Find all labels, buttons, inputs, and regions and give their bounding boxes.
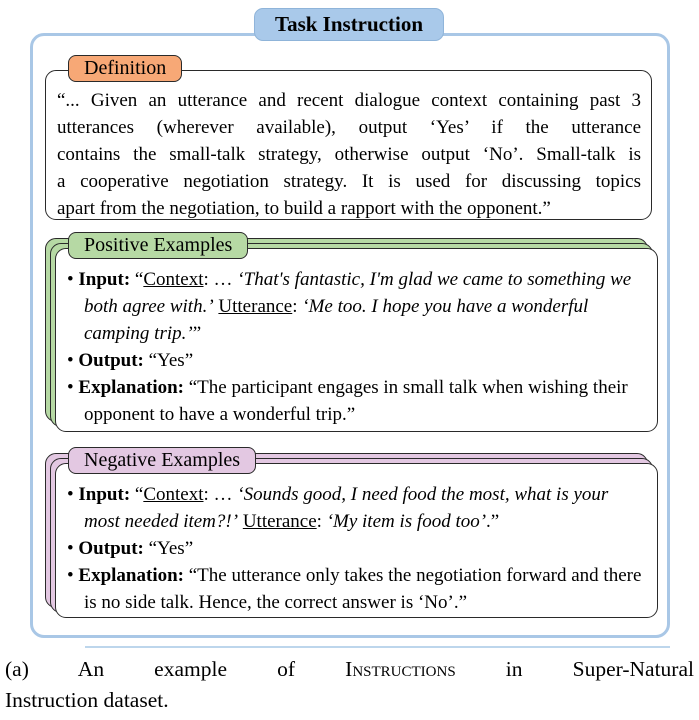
bullet-icon: • <box>67 350 79 371</box>
example-item <box>67 347 648 374</box>
text-segment: : … <box>203 484 238 505</box>
definition-section <box>45 57 652 220</box>
definition-line: utterances (wherever available), output ‘Yes’ if the utterance <box>57 117 641 138</box>
text-segment: Context <box>143 484 204 505</box>
text-segment: “Yes” <box>148 538 194 559</box>
text-segment: Utterance <box>218 296 293 317</box>
example-item <box>67 562 648 616</box>
negative-examples-card <box>55 463 658 618</box>
item-label: Explanation: <box>78 565 184 586</box>
bullet-icon: • <box>67 269 79 290</box>
text-segment: in Super-Natural <box>455 657 694 681</box>
text-segment: “Yes” <box>148 350 194 371</box>
positive-examples-label: Positive Examples <box>68 232 248 259</box>
item-label: Explanation: <box>78 377 184 398</box>
caption-line-2: Instruction dataset. <box>5 688 169 712</box>
text-segment: ‘My item is food too’ <box>326 511 487 532</box>
positive-examples-card <box>55 248 658 432</box>
example-item <box>67 481 648 535</box>
item-label: Output: <box>78 538 144 559</box>
item-label: Input: <box>78 484 131 505</box>
positive-examples-list <box>56 249 657 428</box>
text-segment: “ <box>134 269 144 290</box>
negative-examples-label: Negative Examples <box>68 447 256 474</box>
text-segment: ‘Sounds good, I need food the most, what is your most needed item?!’ <box>84 484 609 532</box>
text-segment: “The participant engages in small talk when wishing their opponent to have a wonderful trip.” <box>84 377 628 425</box>
example-item <box>67 266 648 347</box>
text-segment: (a) An example of <box>5 657 346 681</box>
bullet-icon: • <box>67 484 79 505</box>
text-segment: : <box>316 511 327 532</box>
positive-examples-section <box>55 234 658 432</box>
example-item <box>67 374 648 428</box>
caption-line-1 <box>5 654 694 685</box>
text-segment: ‘Me too. I hope you have a wonderful camping trip.’ <box>84 296 589 344</box>
text-segment: “The utterance only takes the negotiation forward and there is no side talk. Hence, the correct answer is ‘No’.” <box>84 565 642 613</box>
figure-caption <box>5 654 694 716</box>
bullet-icon: • <box>67 538 79 559</box>
definition-line: a cooperative negotiation strategy. It is used for discussing topics <box>57 171 641 192</box>
text-segment: .” <box>486 511 500 532</box>
definition-line: contains the small-talk strategy, otherwise output ‘No’. Small-talk is <box>57 144 641 165</box>
panel-title: Task Instruction <box>254 8 444 41</box>
text-segment: ” <box>192 323 202 344</box>
text-segment: : … <box>203 269 238 290</box>
text-segment: Instructions <box>345 657 456 681</box>
text-segment: : <box>292 296 303 317</box>
text-segment: Utterance <box>242 511 317 532</box>
text-segment: ‘That's fantastic, I'm glad we came to something we both agree with.’ <box>84 269 632 317</box>
item-label: Input: <box>78 269 131 290</box>
example-item <box>67 535 648 562</box>
next-panel-edge <box>85 646 670 648</box>
text-segment: “ <box>134 484 144 505</box>
bullet-icon: • <box>67 565 79 586</box>
definition-line: “... Given an utterance and recent dialogue context containing past 3 <box>57 90 641 111</box>
negative-examples-list <box>56 464 657 616</box>
bullet-icon: • <box>67 377 79 398</box>
definition-text <box>57 87 641 222</box>
definition-line: apart from the negotiation, to build a rapport with the opponent.” <box>57 198 551 219</box>
item-label: Output: <box>78 350 144 371</box>
negative-examples-section <box>55 449 658 618</box>
text-segment: Context <box>143 269 204 290</box>
definition-label: Definition <box>68 55 182 82</box>
